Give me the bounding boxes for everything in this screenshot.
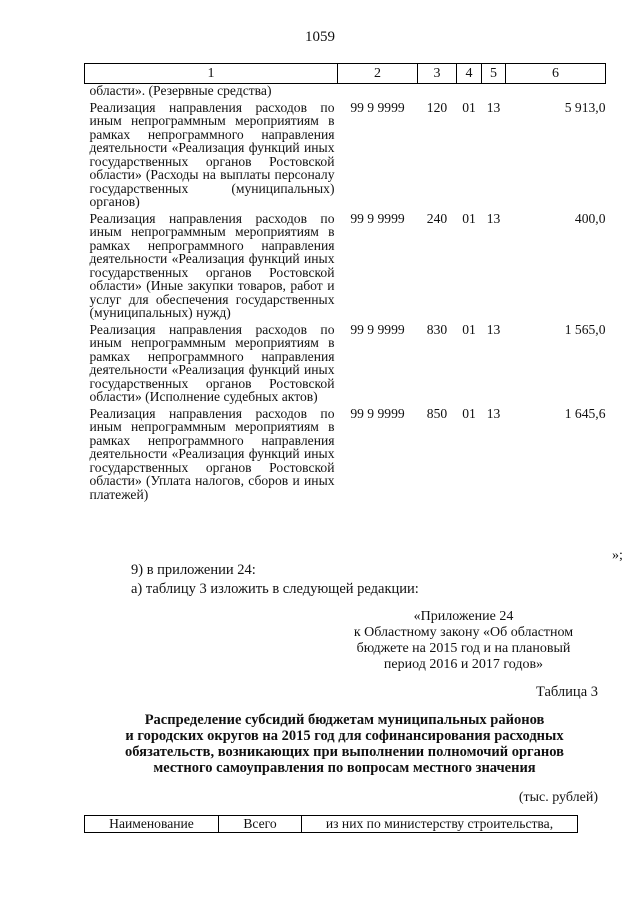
row-subsection: 13: [486, 405, 501, 421]
row-amount: 5 913,0: [564, 99, 606, 115]
header-name: Наименование: [85, 816, 219, 833]
table-row: [85, 98, 606, 209]
row-section: 01: [462, 210, 476, 226]
page-number: 1059: [305, 29, 335, 45]
appendix-reference: [330, 609, 597, 673]
appendix-line: период 2016 и 2017 годов»: [383, 657, 544, 672]
row-target-code: 99 9 9999: [350, 210, 405, 226]
header-col-3: 3: [418, 64, 457, 84]
row-target-code: 99 9 9999: [350, 405, 405, 421]
row-amount: 1 565,0: [564, 321, 606, 337]
appendix-line: бюджете на 2015 год и на плановый: [356, 641, 571, 656]
row-section: 01: [462, 405, 476, 421]
table-row: [85, 404, 606, 502]
header-col-2: 2: [338, 64, 418, 84]
row-amount: 1 645,6: [564, 405, 606, 421]
row-description: Реализация направления расходов по иным непрограммным мероприятиям в рамках непрограммного направления деятельности «Реализация функций иных государственных органов Ростовской области» (Иные закупки товаров, работ и услуг для обеспечения государственных (муниципальных) нужд): [89, 210, 335, 320]
title-line: местного самоуправления по вопросам местного значения: [153, 760, 536, 776]
continuation-text: области». (Резервные средства): [89, 83, 272, 98]
table-row: [85, 320, 606, 404]
row-subsection: 13: [486, 210, 501, 226]
title-line: обязательств, возникающих при выполнении полномочий органов: [125, 744, 564, 760]
row-target-code: 99 9 9999: [350, 321, 405, 337]
header-total: Всего: [219, 816, 302, 833]
header-ministry: из них по министерству строительства,: [302, 816, 578, 833]
row-expense-type: 830: [426, 321, 448, 337]
row-section: 01: [462, 99, 476, 115]
subsidy-table: [84, 815, 578, 833]
row-target-code: 99 9 9999: [350, 99, 405, 115]
header-col-4: 4: [457, 64, 482, 84]
header-col-5: 5: [482, 64, 506, 84]
table-label: Таблица 3: [535, 684, 598, 700]
appendix-line: «Приложение 24: [413, 609, 514, 624]
row-subsection: 13: [486, 99, 501, 115]
row-subsection: 13: [486, 321, 501, 337]
row-description: Реализация направления расходов по иным непрограммным мероприятиям в рамках непрограммного направления деятельности «Реализация функций иных государственных органов Ростовской области» (Уплата налогов, сборов и иных платежей): [89, 405, 335, 502]
title-line: и городских округов на 2015 год для софинансирования расходных: [125, 728, 564, 744]
header-col-1: 1: [85, 64, 338, 84]
row-expense-type: 120: [426, 99, 448, 115]
row-description: Реализация направления расходов по иным непрограммным мероприятиям в рамках непрограммного направления деятельности «Реализация функций иных государственных органов Ростовской области» (Исполнение судебных актов): [89, 321, 335, 404]
row-description: Реализация направления расходов по иным непрограммным мероприятиям в рамках непрограммного направления деятельности «Реализация функций иных государственных органов Ростовской области» (Расходы на выплаты персоналу государственных (муниципальных) органов): [89, 99, 335, 209]
expenditure-table: [84, 63, 606, 501]
appendix-line: к Областному закону «Об областном: [353, 625, 574, 640]
units-label: (тыс. рублей): [518, 790, 598, 805]
row-expense-type: 240: [426, 210, 448, 226]
row-section: 01: [462, 321, 476, 337]
row-amount: 400,0: [574, 210, 606, 226]
table-header-row: [85, 816, 578, 833]
title-line: Распределение субсидий бюджетам муниципальных районов: [144, 712, 545, 728]
row-expense-type: 850: [426, 405, 448, 421]
closing-quote-mark: »;: [612, 548, 623, 563]
header-col-6: 6: [506, 64, 606, 84]
table-title: [84, 712, 605, 776]
paragraph-item-9: 9) в приложении 24:: [131, 562, 256, 578]
table-row: [85, 209, 606, 320]
table-row: [85, 84, 606, 98]
paragraph-subitem-a: а) таблицу 3 изложить в следующей редакции:: [131, 581, 419, 597]
table-header-row: [85, 64, 606, 84]
